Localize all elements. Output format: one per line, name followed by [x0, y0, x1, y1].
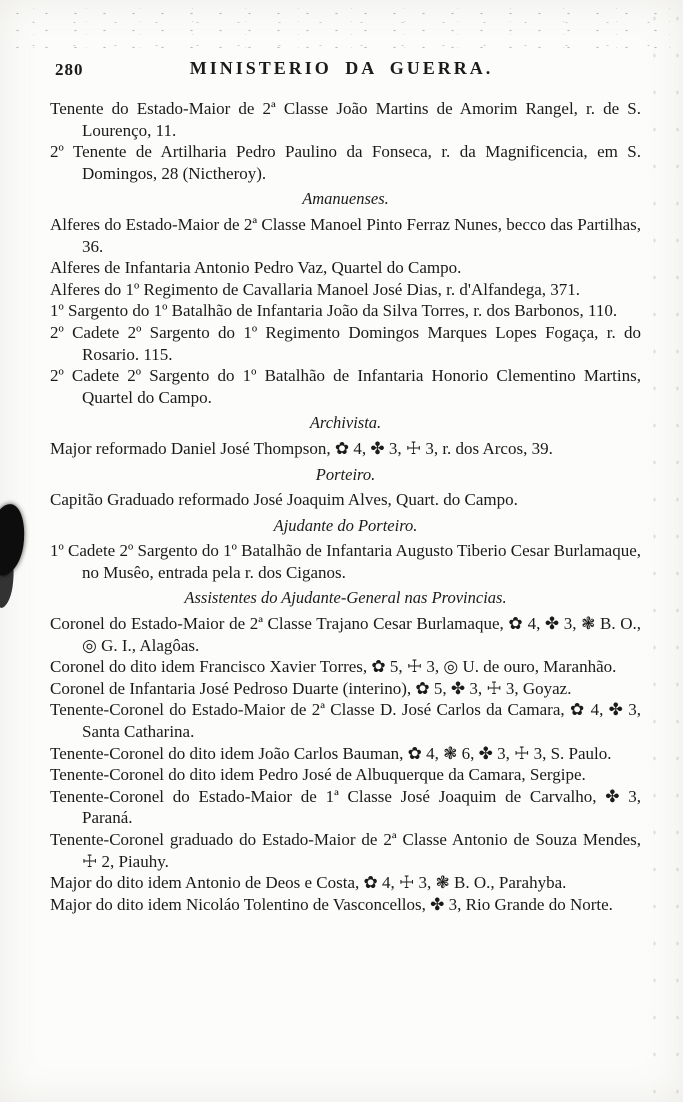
directory-entry: Capitão Graduado reformado José Joaquim Alves, Quart. do Campo.: [50, 490, 518, 510]
page-title: MINISTERIO DA GUERRA.: [189, 58, 494, 78]
sections: [50, 98, 641, 915]
directory-entry: Tenente do Estado-Maior de 2ª Classe João Martins de Amorim Rangel, r. de S. Lourenço, 11.: [50, 99, 641, 140]
section-heading: Ajudante do Porteiro.: [273, 515, 418, 535]
directory-entry: Alferes de Infantaria Antonio Pedro Vaz, Quartel do Campo.: [50, 258, 462, 278]
directory-entry: 1º Sargento do 1º Batalhão de Infantaria João da Silva Torres, r. dos Barbonos, 110.: [50, 301, 618, 321]
section-heading: Archivista.: [309, 413, 382, 433]
directory-entry: 1º Cadete 2º Sargento do 1º Batalhão de Infantaria Augusto Tiberio Cesar Burlamaque, no Musêo, entrada pela r. dos Ciganos.: [50, 541, 642, 582]
directory-entry: Major reformado Daniel José Thompson, ✿ 4, ✤ 3, ☩ 3, r. dos Arcos, 39.: [50, 438, 553, 458]
directory-content: [0, 92, 683, 915]
directory-entry: Tenente-Coronel graduado do Estado-Maior de 2ª Classe Antonio de Souza Mendes, ☩ 2, Piauhy.: [50, 830, 641, 871]
section-heading: Porteiro.: [315, 464, 376, 484]
directory-entry: Tenente-Coronel do dito idem Pedro José de Albuquerque da Camara, Sergipe.: [50, 765, 586, 785]
page-header: [0, 0, 683, 92]
section-heading: Amanuenses.: [302, 189, 389, 209]
page-number: 280: [55, 60, 84, 79]
directory-entry: Tenente-Coronel do dito idem João Carlos Bauman, ✿ 4, ❃ 6, ✤ 3, ☩ 3, S. Paulo.: [50, 743, 612, 763]
directory-entry: Alferes do Estado-Maior de 2ª Classe Manoel Pinto Ferraz Nunes, becco das Partilhas, 36.: [50, 214, 641, 256]
directory-entry: Coronel do Estado-Maior de 2ª Classe Trajano Cesar Burlamaque, ✿ 4, ✤ 3, ❃ B. O., ◎ G. I., Alagôas.: [50, 614, 641, 655]
directory-entry: Tenente-Coronel do Estado-Maior de 1ª Classe José Joaquim de Carvalho, ✤ 3, Paraná.: [50, 786, 641, 828]
directory-entry: Tenente-Coronel do Estado-Maior de 2ª Classe D. José Carlos da Camara, ✿ 4, ✤ 3, Santa Catharina.: [50, 700, 641, 742]
directory-entry: Major do dito idem Antonio de Deos e Costa, ✿ 4, ☩ 3, ❃ B. O., Parahyba.: [50, 873, 567, 893]
directory-entry: Alferes do 1º Regimento de Cavallaria Manoel José Dias, r. d'Alfandega, 371.: [50, 279, 580, 299]
directory-entry: 2º Cadete 2º Sargento do 1º Regimento Domingos Marques Lopes Fogaça, r. do Rosario. 115.: [50, 322, 641, 364]
directory-entry: 2º Cadete 2º Sargento do 1º Batalhão de Infantaria Honorio Clementino Martins, Quartel do Campo.: [50, 366, 641, 407]
directory-entry: Coronel de Infantaria José Pedroso Duarte (interino), ✿ 5, ✤ 3, ☩ 3, Goyaz.: [50, 678, 572, 698]
directory-entry: Coronel do dito idem Francisco Xavier Torres, ✿ 5, ☩ 3, ◎ U. de ouro, Maranhão.: [50, 657, 617, 677]
section-heading: Assistentes do Ajudante-General nas Provincias.: [184, 588, 507, 608]
directory-entry: Major do dito idem Nicoláo Tolentino de Vasconcellos, ✤ 3, Rio Grande do Norte.: [50, 894, 613, 914]
directory-entry: 2º Tenente de Artilharia Pedro Paulino da Fonseca, r. da Magnificencia, em S. Domingos, 28 (Nictheroy).: [50, 142, 641, 183]
